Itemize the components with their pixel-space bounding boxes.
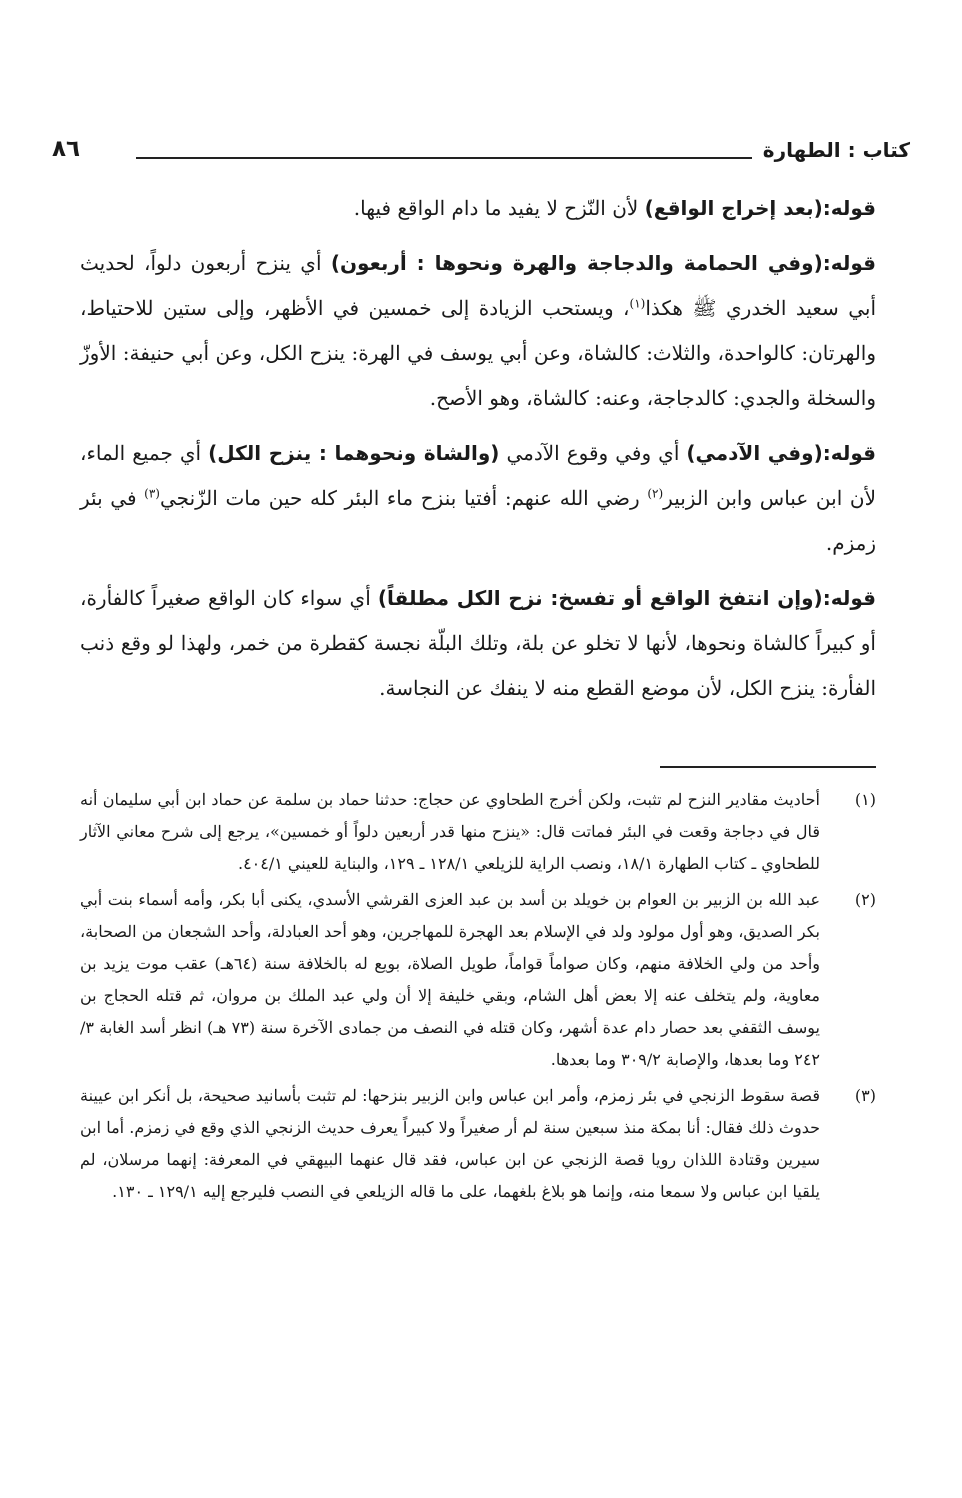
quoted-matn: (وإن انتفخ الواقع أو تفسخ: نزح الكل مطلقاً): [377, 586, 823, 610]
footnote-text: قصة سقوط الزنجي في بئر زمزم، وأمر ابن عباس وابن الزبير بنزحها: لم تثبت بأسانيد صحيحة، بل أنكر ابن عيينة حدوث ذلك فقال: أنا بمكة منذ سبعين سنة لم أر صغيراً ولا كبيراً يعرف حديث الزنجي الذي وقع في زمزم. أما ابن سيرين وقتادة اللذان رويا قصة الزنجي عن ابن عباس، فقد قال عنهما البيهقي في المعرفة: إنهما مرسلان، لم يلقيا ابن عباس ولا سمعا منه، وإنما هو بلاغ بلغهما، على ما قاله الزيلعي في النصب فليرجع إليه ١٢٩/١ ـ ١٣٠.: [80, 1086, 820, 1201]
footnote-ref-3[interactable]: (٣): [144, 486, 160, 501]
commentary-text: في بئر زمزم.: [80, 486, 876, 555]
commentary-text: أي جميع الماء، لأن ابن عباس وابن الزبير: [80, 441, 876, 510]
footnote-3: [80, 1080, 876, 1208]
footnote-ref-2[interactable]: (٢): [647, 486, 664, 501]
commentary-text: أي وفي وقوع الآدمي: [499, 441, 687, 465]
commentary-text: أي ينزح أربعون دلواً، لحديث أبي سعيد الخدري ﷺ هكذا: [80, 251, 876, 320]
footnote-text: عبد الله بن الزبير بن العوام بن خويلد بن أسد بن عبد العزى القرشي الأسدي، يكنى أبا بكر، وأمه أسماء بنت أبي بكر الصديق، وهو أول مولود ولد في الإسلام بعد الهجرة للمهاجرين، وهو أحد العبادلة، وأحد الشجعان من الصحابة، وأحد من ولي الخلافة منهم، وكان صواماً قواماً، طويل الصلاة، بويع له بالخلافة سنة (٦٤هـ) عقب موت يزيد بن معاوية، ولم يتخلف عنه إلا بعض أهل الشام، وبقي خليفة إلا أن ولي عبد الملك بن مروان، ثم قتله الحجاج بن يوسف الثقفي بعد حصار دام عدة أشهر، وكان قتله في النصف من جمادى الآخرة سنة (٧٣ هـ) انظر أسد الغابة ٣/ ٢٤٢ وما بعدها، والإصابة ٣٠٩/٢ وما بعدها.: [80, 890, 821, 1069]
paragraph-lead: قوله:: [822, 251, 877, 275]
footnote-number: (٢): [854, 890, 876, 909]
footnotes: [80, 784, 876, 1212]
commentary-text: أي سواء كان الواقع صغيراً كالفأرة، أو كبيراً كالشاة ونحوها، لأنها لا تخلو عن بلة، وتلك البلّة نجسة كقطرة من خمر، ولهذا لو وقع ذنب الفأرة: ينزح الكل، لأن موضع القطع منه لا ينفك عن النجاسة.: [80, 586, 876, 700]
quoted-matn: (وفي الآدمي): [686, 441, 823, 465]
paragraph-3: [80, 431, 876, 566]
footnote-2: [80, 884, 876, 1076]
footnote-ref-1[interactable]: (١): [629, 296, 646, 311]
main-text: [80, 186, 876, 721]
page-number: ٨٦: [52, 136, 81, 162]
paragraph-1: [80, 186, 876, 231]
commentary-text: رضي الله عنهم: أفتيا بنزح ماء البئر كله حين مات الزّنجي: [159, 486, 648, 510]
paragraph-lead: قوله:: [822, 586, 876, 610]
quoted-matn: (بعد إخراج الواقع): [644, 196, 823, 220]
footnote-1: [80, 784, 876, 880]
paragraph-lead: قوله:: [822, 441, 876, 465]
footnote-number: (١): [854, 790, 876, 809]
footnote-number: (٣): [854, 1086, 876, 1105]
header-rule: [136, 157, 752, 159]
paragraph-4: [80, 576, 876, 711]
commentary-text: لأن النّزح لا يفيد ما دام الواقع فيها.: [353, 196, 645, 220]
paragraph-lead: قوله:: [822, 196, 876, 220]
paragraph-2: [80, 241, 876, 421]
chapter-title: كتاب : الطهارة: [762, 138, 910, 162]
footnote-text: أحاديث مقادير النزح لم تثبت، ولكن أخرج الطحاوي عن حجاج: حدثنا حماد بن سلمة عن حماد ابن أبي سليمان أنه قال في دجاجة وقعت في البئر فماتت قال: «ينزح منها قدر أربعين دلواً أو خمسين»، يرجع إلى شرح معاني الآثار للطحاوي ـ كتاب الطهارة ١٨/١، ونصب الراية للزيلعي ١٢٨/١ ـ ١٢٩، والبناية للعيني ٤٠٤/١.: [80, 790, 821, 873]
quoted-matn: (وفي الحمامة والدجاجة والهرة ونحوها : أربعون): [330, 251, 823, 275]
commentary-text: ، ويستحب الزيادة إلى خمسين في الأظهر، وإلى ستين للاحتياط، والهرتان: كالواحدة، والثلاث: كالشاة، وعن أبي يوسف في الهرة: ينزح الكل، وعن أبي حنيفة: الأوزّ والسخلة والجدي: كالدجاجة، وعنه: كالشاة، وهو الأصح.: [80, 296, 877, 410]
quoted-matn: (والشاة ونحوهما : ينزح الكل): [208, 441, 500, 465]
footnote-separator: [660, 766, 876, 768]
page-header: [52, 138, 910, 172]
